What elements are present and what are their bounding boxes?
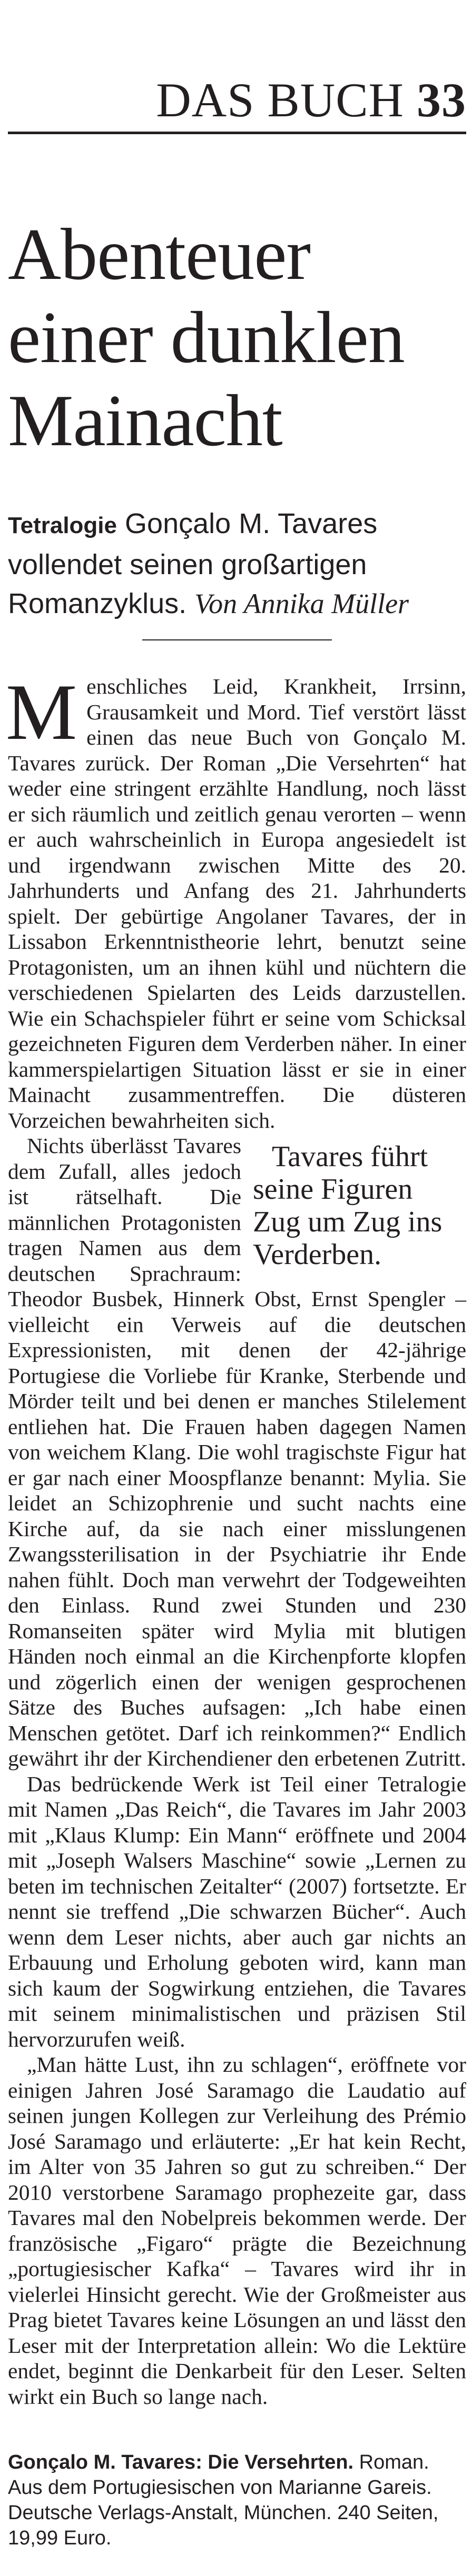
paragraph (6, 668, 466, 1133)
headline: Abenteuer einer dunklen Mainacht (8, 214, 405, 462)
section-header (156, 73, 466, 127)
page-number: 33 (417, 73, 466, 127)
drop-cap: M (6, 668, 77, 756)
dek-text: Gonçalo M. Tavares vollendet seinen großartigen Romanzyklus. (8, 508, 378, 619)
article-body (6, 668, 466, 2409)
section-name: DAS BUCH (156, 73, 404, 127)
dek (8, 504, 466, 623)
paragraph: Das bedrückende Werk ist Teil einer Tetralogie mit Namen „Das Reich“, die Tavares im Jahr 2003 mit „Klaus Klump: Ein Mann“ eröffnete und 2004 mit „Joseph Walsers Maschine“ sowie „Lernen zu beten im technischen Zeitalter“ (2007) fortsetzte. Er nennt sie treffend „Die schwarzen Bücher“. Auch wenn dem Leser nichts, aber auch gar nichts an Erbauung und Erholung geboten wird, kann man sich kaum der Sogwirkung entziehen, die Tavares mit seinem minimalistischen und präzisen Stil hervorzurufen weiß. (8, 1771, 466, 2051)
paragraph: „Man hätte Lust, ihn zu schlagen“, eröffnete vor einigen Jahren José Saramago die Laudatio auf seinen jungen Kollegen zur Verleihung des Prémio José Saramago und erläuterte: „Er hat kein Recht, im Alter von 35 Jahren so gut zu schreiben.“ Der 2010 verstorbene Saramago prophezeite gar, dass Tavares mal den Nobelpreis bekommen werde. Der französische „Figaro“ prägte die Bezeichnung „portugiesischer Kafka“ – Tavares wird ihr in vielerlei Hinsicht gerecht. Wie der Großmeister aus Prag bietet Tavares keine Lösungen an und lässt den Leser mit der Interpretation allein: Wo die Lektüre endet, beginnt die Denkarbeit für den Leser. Selten wirkt ein Buch so lange nach. (8, 2052, 466, 2409)
byline: Von Annika Müller (194, 588, 409, 619)
pull-quote: Tavares führt seine Figuren Zug um Zug ins Verderben. (253, 1140, 442, 1271)
kicker: Tetralogie (8, 513, 117, 538)
book-info (8, 2450, 466, 2551)
masthead-rule (8, 132, 466, 134)
lead-divider (142, 639, 332, 640)
book-details: Roman. Aus dem Portugiesischen von Marianne Gareis. Deutsche Verlags-Anstalt, München. 240 Seiten, 19,99 Euro. (8, 2451, 439, 2549)
paragraph (8, 1133, 466, 1771)
paragraph-text: Nichts überlässt Tavares dem Zufall, alles jedoch ist rätselhaft. Die männlichen Protagonisten tragen Namen aus dem deutschen Sprachraum: Theodor Busbek, Hinnerk Obst, Ernst Spengler – vielleicht ein Verweis auf die deutschen Expressionisten, mit denen der 42-jährige Portugiese die Vorliebe für Kranke, Sterbende und Mörder teilt und bei denen er manches Stilelement entliehen hat. Die Frauen haben dagegen Namen von weichem Klang. Die wohl tragischste Figur hat er gar nach einer Moospflanze benannt: Mylia. Sie leidet an Schizophrenie und sucht nachts eine Kirche auf, da sie nach einer misslungenen Zwangssterilisation in der Psychiatrie ihr Ende nahen fühlt. Doch man verwehrt der Todgeweihten den Einlass. Rund zwei Stunden und 230 Romanseiten später wird Mylia mit blutigen Händen noch einmal an die Kirchenpforte klopfen und zögerlich einen der wenigen gesprochenen Sätze des Buches aufsagen: „Ich habe einen Menschen getötet. Darf ich reinkommen?“ Endlich gewährt ihr der Kirchendiener den erbetenen Zutritt. (8, 1134, 466, 1770)
book-title: Gonçalo M. Tavares: Die Versehrten. (8, 2451, 354, 2473)
paragraph-text: enschliches Leid, Krankheit, Irrsinn, Grausamkeit und Mord. Tief verstört lässt einen das neue Buch von Gonçalo M. Tavares zurück. Der Roman „Die Versehrten“ hat weder eine stringent erzählte Handlung, noch lässt er sich räumlich und zeitlich genau verorten – wenn er auch wahrscheinlich in Europa angesiedelt ist und irgendwann zwischen Mitte des 20. Jahrhunderts und Anfang des 21. Jahrhunderts spielt. Der gebürtige Angolaner Tavares, der in Lissabon Erkenntnistheorie lehrt, benutzt seine Protagonisten, um an ihnen kühl und nüchtern die verschiedenen Spielarten des Leids darzustellen. Wie ein Schachspieler führt er seine vom Schicksal gezeichneten Figuren dem Verderben näher. In einer kammerspielartigen Situation lässt er sie in einer Mainacht zusammentreffen. Die düsteren Vorzeichen bewahrheiten sich. (8, 674, 466, 1132)
